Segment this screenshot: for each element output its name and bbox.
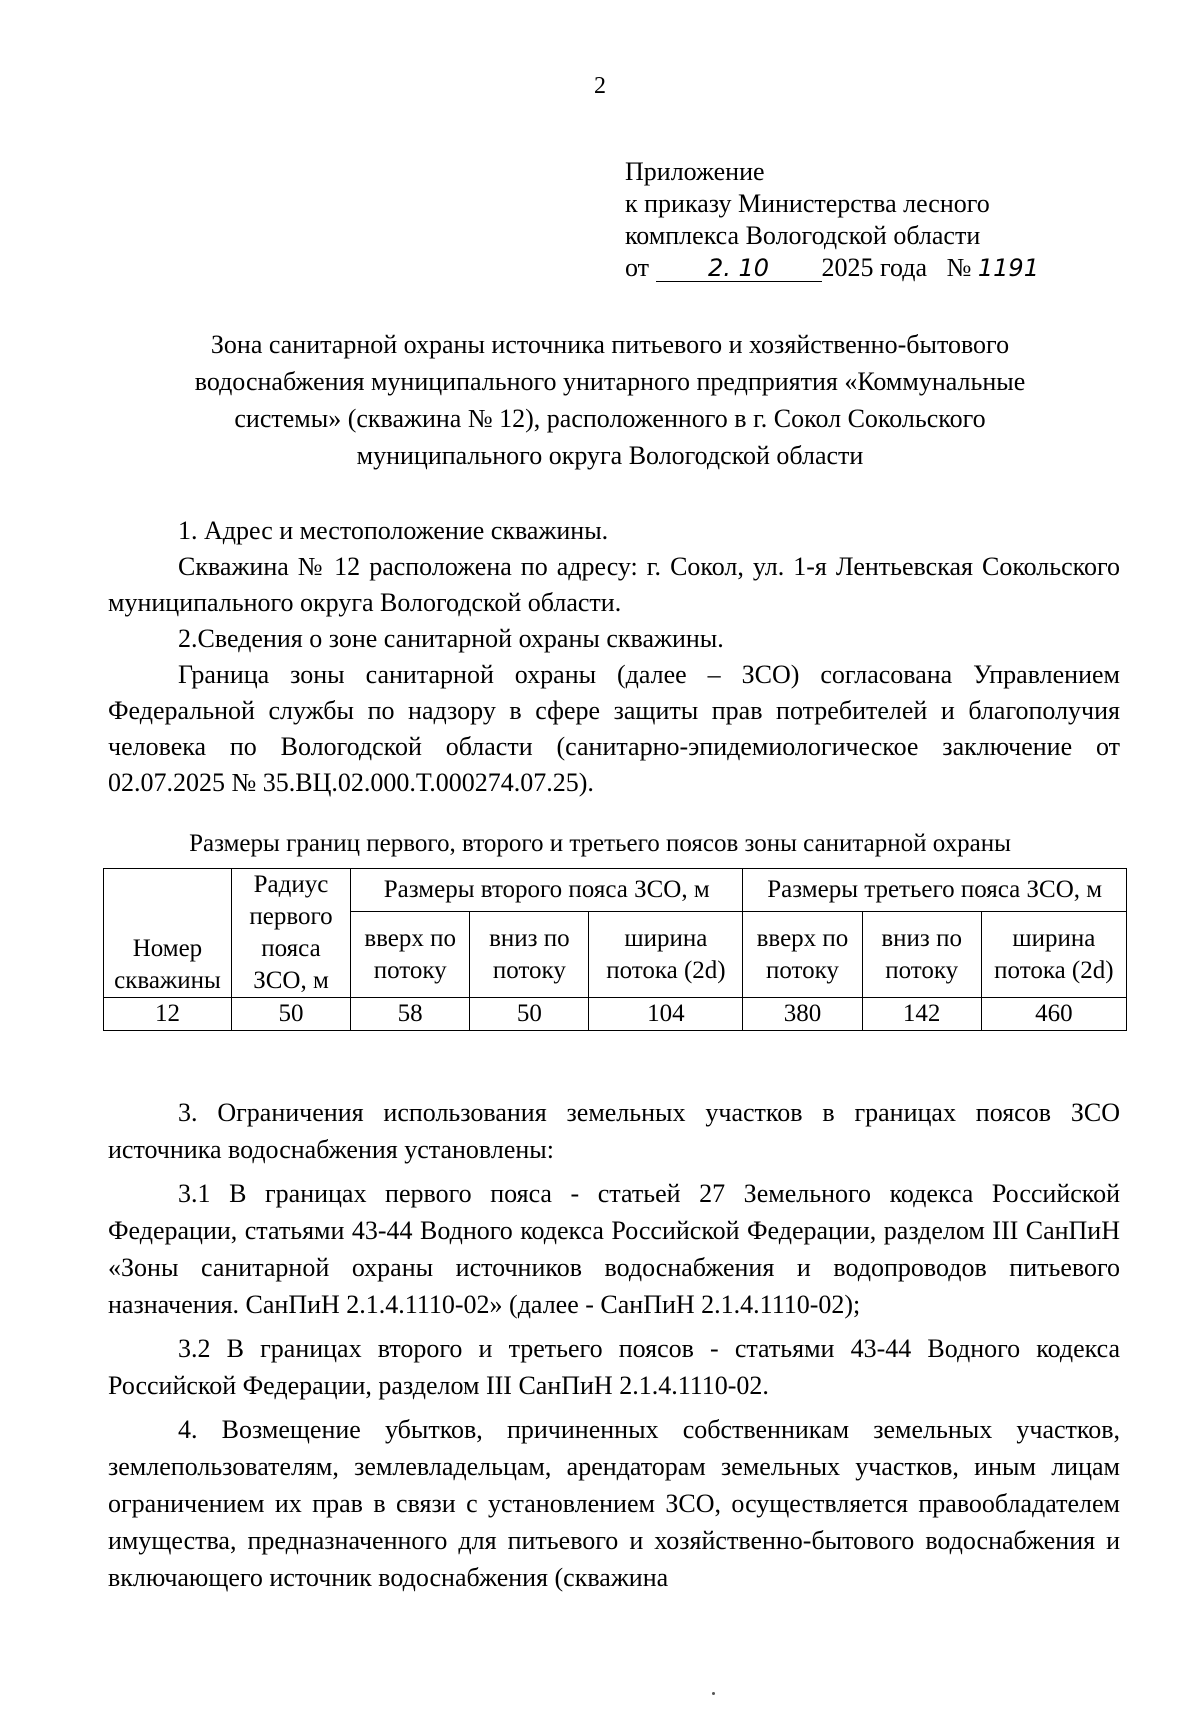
title-line-2: водоснабжения муниципального унитарного предприятия «Коммунальные [194, 367, 1026, 396]
section-3-text: 3. Ограничения использования земельных участков в границах поясов ЗСО источника водоснабжения установлены: [108, 1098, 1120, 1164]
header-second-width: ширина потока (2d) [589, 912, 743, 998]
cell-third-up: 380 [743, 998, 862, 1031]
handwritten-number: 1191 [977, 254, 1039, 282]
section-2-text: Граница зоны санитарной охраны (далее – ЗСО) согласована Управлением Федеральной службы по надзору в сфере защиты прав потребителей и благополучия человека по Вологодской области (санитарно-эпидемиологическое заключение от 02.07.2025 № 35.ВЦ.02.000.Т.000274.07.25). [108, 660, 1120, 797]
document-title [120, 326, 1100, 474]
body-sections-3-4 [108, 1094, 1120, 1596]
cell-third-down: 142 [862, 998, 981, 1031]
cell-radius: 50 [231, 998, 350, 1031]
appendix-line-3: комплекса Вологодской области [625, 221, 981, 250]
header-second-downstream: вниз по потоку [470, 912, 589, 998]
title-line-3: системы» (скважина № 12), расположенного в г. Сокол Сокольского [234, 404, 986, 433]
header-second-belt: Размеры второго пояса ЗСО, м [351, 869, 743, 912]
number-label: № [946, 253, 972, 282]
section-3-2-text: 3.2 В границах второго и третьего поясов - статьями 43-44 Водного кодекса Российской Федерации, разделом III СанПиН 2.1.4.1110-02. [108, 1334, 1120, 1400]
appendix-line-2: к приказу Министерства лесного [625, 189, 990, 218]
page-number: 2 [594, 73, 606, 99]
header-third-upstream: вверх по потоку [743, 912, 862, 998]
number-field [978, 252, 1078, 284]
section-2-heading: 2.Сведения о зоне санитарной охраны скважины. [178, 624, 724, 653]
cell-well: 12 [104, 998, 232, 1031]
section-1-text: Скважина № 12 расположена по адресу: г. Сокол, ул. 1-я Лентьевская Сокольского муниципального округа Вологодской области. [108, 552, 1120, 617]
header-second-upstream: вверх по потоку [351, 912, 470, 998]
cell-second-up: 58 [351, 998, 470, 1031]
cell-third-width: 460 [981, 998, 1126, 1031]
scan-speck [712, 1692, 715, 1695]
table-row [104, 998, 1127, 1031]
title-line-4: муниципального округа Вологодской области [356, 441, 864, 470]
header-third-downstream: вниз по потоку [862, 912, 981, 998]
header-third-belt: Размеры третьего пояса ЗСО, м [743, 869, 1127, 912]
body-sections-1-2 [108, 513, 1120, 801]
from-label: от [625, 253, 650, 282]
section-1-heading: 1. Адрес и местоположение скважины. [178, 516, 609, 545]
header-third-width: ширина потока (2d) [981, 912, 1126, 998]
table-header-row-1 [104, 869, 1127, 912]
year-text: 2025 года [821, 253, 928, 282]
section-4-text: 4. Возмещение убытков, причиненных собственникам земельных участков, землепользователям, землевладельцам, арендаторам земельных участков, иным лицам ограничением их прав в связи с установлением ЗСО, осуществляется правообладателем имущества, предназначенного для питьевого и хозяйственно-бытового водоснабжения и включающего источник водоснабжения (скважина [108, 1415, 1120, 1592]
appendix-line-1: Приложение [625, 157, 765, 186]
appendix-block [625, 156, 1145, 284]
zone-size-table [103, 868, 1127, 1031]
header-radius: Радиус первого пояса ЗСО, м [231, 869, 350, 998]
cell-second-width: 104 [589, 998, 743, 1031]
date-field [656, 255, 822, 282]
title-line-1: Зона санитарной охраны источника питьевого и хозяйственно-бытового [210, 330, 1010, 359]
handwritten-date: 2. 10 [707, 254, 770, 282]
appendix-date-line [625, 252, 1145, 284]
section-3-1-text: 3.1 В границах первого пояса - статьей 27 Земельного кодекса Российской Федерации, статьями 43-44 Водного кодекса Российской Федерации, разделом III СанПиН «Зоны санитарной охраны источников водоснабжения и водопроводов питьевого назначения. СанПиН 2.1.4.1110-02» (далее - СанПиН 2.1.4.1110-02); [108, 1179, 1120, 1319]
header-well-number: Номер скважины [104, 869, 232, 998]
table-caption: Размеры границ первого, второго и третьего поясов зоны санитарной охраны [189, 830, 1011, 857]
cell-second-down: 50 [470, 998, 589, 1031]
